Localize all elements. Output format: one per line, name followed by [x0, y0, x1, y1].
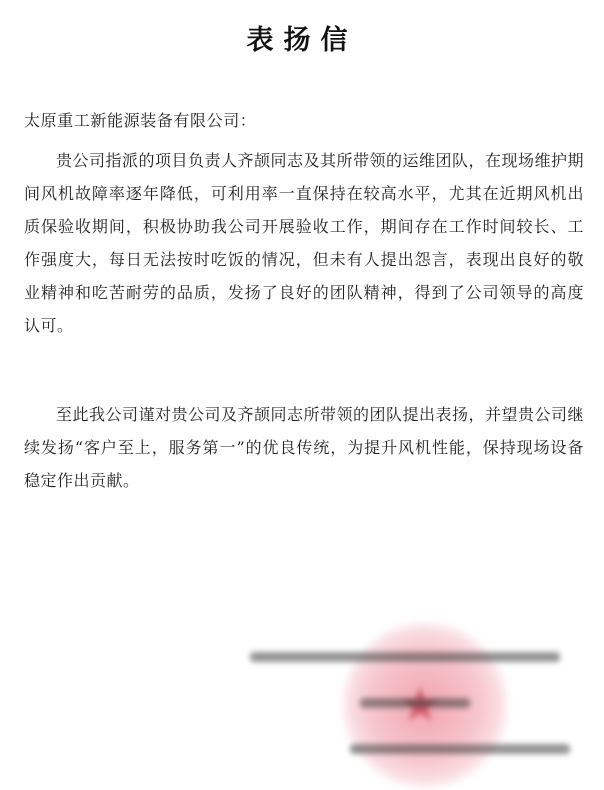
salutation: 太原重工新能源装备有限公司： — [24, 111, 257, 130]
letter-title: 表扬信 — [246, 25, 358, 56]
body-paragraph-2: 至此我公司谨对贵公司及齐颉同志所带领的团队提出表扬，并望贵公司继续发扬“客户至上，服务第一”的优良传统，为提升风机性能，保持现场设备稳定作出贡献。 — [24, 405, 585, 490]
body-paragraph-1: 贵公司指派的项目负责人齐颉同志及其所带领的运维团队，在现场维护期间风机故障率逐年降低，可利用率一直保持在较高水平，尤其在近期风机出质保验收期间，积极协助我公司开展验收工作，期间存在工作时间较长、工作强度大，每日无法按时吃饭的情况，但未有人提出怨言，表现出良好的敬业精神和吃苦耐劳的品质，发扬了良好的团队精神，得到了公司领导的高度认可。 — [24, 151, 585, 335]
signature-date-line — [350, 744, 570, 754]
signature-block — [245, 640, 585, 770]
signature-company-line — [250, 652, 560, 662]
signature-seal-line — [360, 698, 470, 708]
